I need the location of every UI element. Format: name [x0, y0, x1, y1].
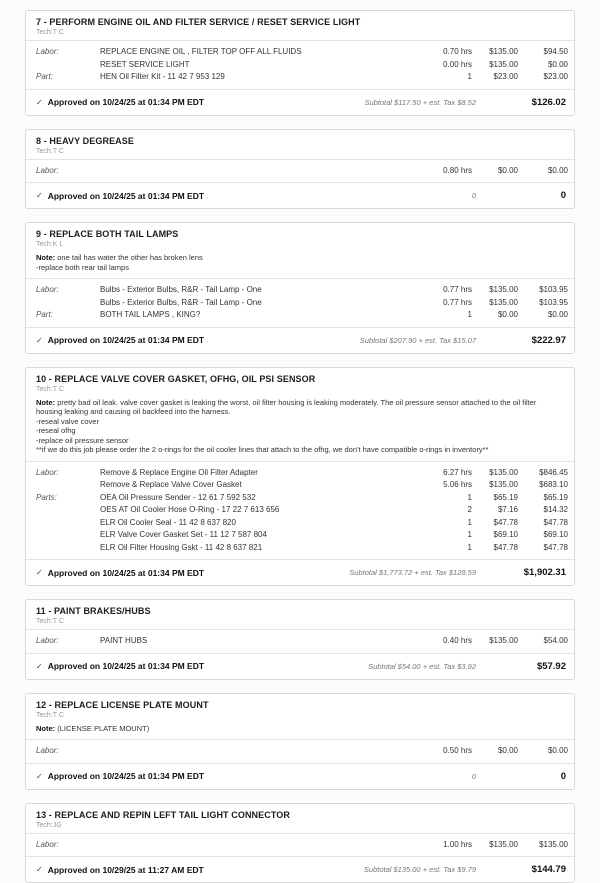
line-item-row [36, 517, 568, 530]
line-item-description: Bulbs - Exterior Bulbs, R&R - Tail Lamp - One [100, 297, 416, 310]
line-item-row [36, 71, 568, 84]
line-item-qty: 1 [416, 492, 472, 505]
line-item-rate: $135.00 [472, 635, 518, 648]
line-item-qty: 1 [416, 542, 472, 555]
note-text: -replace oil pressure sensor [36, 436, 129, 445]
approved-status-row [26, 763, 574, 789]
section-header [26, 694, 574, 723]
line-item-rate: $135.00 [472, 467, 518, 480]
line-item-row [36, 467, 568, 480]
line-item-rate: $7.16 [472, 504, 518, 517]
line-item-rate: $47.78 [472, 517, 518, 530]
section-title: 13 - REPLACE AND REPIN LEFT TAIL LIGHT CONNECTOR [36, 810, 564, 820]
note-label: Note: [36, 724, 55, 733]
line-item-row [36, 297, 568, 310]
line-item-type-label: Parts: [36, 492, 100, 505]
note-line [36, 445, 564, 455]
section-header [26, 11, 574, 40]
line-item-amount: $103.95 [518, 297, 568, 310]
note-line [36, 263, 564, 273]
line-item-row [36, 479, 568, 492]
section-title: 11 - PAINT BRAKES/HUBS [36, 606, 564, 616]
section-note [26, 397, 574, 461]
note-text: -replace both rear tail lamps [36, 263, 129, 272]
line-item-amount: $65.19 [518, 492, 568, 505]
line-item-type-label: Labor: [36, 745, 100, 758]
section-tech: Tech:JG [36, 822, 564, 829]
line-item-row [36, 59, 568, 72]
line-item-description: OEA Oil Pressure Sender - 12 61 7 592 532 [100, 492, 416, 505]
note-label: Note: [36, 398, 55, 407]
approved-status-row [26, 559, 574, 585]
line-item-row [36, 309, 568, 322]
service-section [25, 10, 575, 116]
line-item-amount: $69.10 [518, 529, 568, 542]
line-item-qty: 0.00 hrs [416, 59, 472, 72]
line-item-rate: $135.00 [472, 284, 518, 297]
line-item-rate: $135.00 [472, 46, 518, 59]
check-icon: ✓ [36, 568, 43, 577]
line-item-type-label: Labor: [36, 839, 100, 852]
section-total: $222.97 [494, 335, 566, 346]
section-header [26, 130, 574, 159]
section-tech: Tech:T C [36, 148, 564, 155]
line-items [26, 159, 574, 183]
note-text: pretty bad oil leak. valve cover gasket is leaking the worst. oil filter housing is leaking moderately. The oil pressure sensor attached to the oil filter housing leaking and causing oil backfeed into the harness. [36, 398, 536, 417]
line-item-description: ELR Oil Cooler Seal - 11 42 8 637 820 [100, 517, 416, 530]
service-section [25, 693, 575, 790]
line-item-amount: $54.00 [518, 635, 568, 648]
note-text: (LICENSE PLATE MOUNT) [57, 724, 149, 733]
line-item-amount: $14.32 [518, 504, 568, 517]
section-header [26, 368, 574, 397]
section-note [26, 252, 574, 278]
line-item-row [36, 504, 568, 517]
note-line [36, 417, 564, 427]
line-item-rate: $135.00 [472, 297, 518, 310]
check-icon: ✓ [36, 191, 43, 200]
line-item-row [36, 46, 568, 59]
line-item-amount: $0.00 [518, 165, 568, 178]
line-item-description: Remove & Replace Valve Cover Gasket [100, 479, 416, 492]
service-section [25, 803, 575, 883]
line-item-rate: $47.78 [472, 542, 518, 555]
estimate-list [0, 10, 600, 883]
line-item-amount: $94.50 [518, 46, 568, 59]
note-text: -reseal valve cover [36, 417, 99, 426]
line-item-amount: $846.45 [518, 467, 568, 480]
section-tech: Tech:K L [36, 241, 564, 248]
line-item-amount: $47.78 [518, 542, 568, 555]
line-item-qty: 0.70 hrs [416, 46, 472, 59]
approved-text: Approved on 10/29/25 at 11:27 AM EDT [48, 865, 204, 875]
line-item-description: RESET SERVICE LIGHT [100, 59, 416, 72]
approved-text: Approved on 10/24/25 at 01:34 PM EDT [48, 97, 204, 107]
subtotal-text: Subtotal $117.50 + est. Tax $8.52 [364, 98, 494, 107]
note-line [36, 436, 564, 446]
line-item-row [36, 492, 568, 505]
note-line [36, 398, 564, 417]
line-item-type-label: Labor: [36, 46, 100, 59]
line-item-amount: $23.00 [518, 71, 568, 84]
line-item-type-label: Labor: [36, 467, 100, 480]
line-items [26, 278, 574, 327]
line-item-row [36, 635, 568, 648]
section-title: 12 - REPLACE LICENSE PLATE MOUNT [36, 700, 564, 710]
line-item-qty: 0.80 hrs [416, 165, 472, 178]
line-item-rate: $0.00 [472, 745, 518, 758]
check-icon: ✓ [36, 772, 43, 781]
line-item-row [36, 284, 568, 297]
approved-status-row [26, 653, 574, 679]
section-title: 8 - HEAVY DEGREASE [36, 136, 564, 146]
approved-text: Approved on 10/24/25 at 01:34 PM EDT [48, 335, 204, 345]
line-item-type-label: Part: [36, 309, 100, 322]
line-item-rate: $65.19 [472, 492, 518, 505]
line-items [26, 461, 574, 560]
section-total: 0 [494, 771, 566, 782]
line-item-amount: $683.10 [518, 479, 568, 492]
line-item-qty: 0.77 hrs [416, 297, 472, 310]
check-icon: ✓ [36, 336, 43, 345]
subtotal-text: 0 [472, 772, 494, 781]
service-section [25, 367, 575, 587]
line-item-type-label: Part: [36, 71, 100, 84]
line-item-description: Bulbs - Exterior Bulbs, R&R - Tail Lamp - One [100, 284, 416, 297]
section-header [26, 600, 574, 629]
subtotal-text: Subtotal $135.00 + est. Tax $9.79 [364, 865, 494, 874]
section-total: $57.92 [494, 661, 566, 672]
line-item-type-label: Labor: [36, 165, 100, 178]
line-item-rate: $135.00 [472, 59, 518, 72]
section-tech: Tech:T C [36, 712, 564, 719]
line-items [26, 629, 574, 653]
line-item-qty: 6.27 hrs [416, 467, 472, 480]
line-item-row [36, 745, 568, 758]
line-item-qty: 1 [416, 529, 472, 542]
approved-status-row [26, 89, 574, 115]
subtotal-text: Subtotal $207.90 + est. Tax $15.07 [360, 336, 494, 345]
note-line [36, 724, 564, 734]
approved-status-row [26, 182, 574, 208]
line-item-rate: $135.00 [472, 839, 518, 852]
line-item-type-label: Labor: [36, 635, 100, 648]
section-total: $144.79 [494, 864, 566, 875]
line-item-qty: 2 [416, 504, 472, 517]
subtotal-text: Subtotal $1,773.72 + est. Tax $128.59 [349, 568, 494, 577]
note-text: **if we do this job please order the 2 o-rings for the oil cooler lines that attach to the ofhg, we don't have compatible o-rings in inventory** [36, 445, 489, 454]
line-item-description: PAINT HUBS [100, 635, 416, 648]
check-icon: ✓ [36, 662, 43, 671]
line-item-amount: $135.00 [518, 839, 568, 852]
approved-status-row [26, 856, 574, 882]
section-header [26, 804, 574, 833]
note-text: one tail has water the other has broken lens [57, 253, 203, 262]
line-items [26, 739, 574, 763]
line-item-row [36, 529, 568, 542]
subtotal-text: Subtotal $54.00 + est. Tax $3.92 [368, 662, 494, 671]
line-item-qty: 1 [416, 517, 472, 530]
service-section [25, 129, 575, 210]
note-label: Note: [36, 253, 55, 262]
section-title: 7 - PERFORM ENGINE OIL AND FILTER SERVICE / RESET SERVICE LIGHT [36, 17, 564, 27]
line-item-type-label: Labor: [36, 284, 100, 297]
approved-text: Approved on 10/24/25 at 01:34 PM EDT [48, 191, 204, 201]
check-icon: ✓ [36, 98, 43, 107]
line-item-qty: 0.50 hrs [416, 745, 472, 758]
section-note [26, 723, 574, 740]
approved-status-row [26, 327, 574, 353]
section-tech: Tech:T C [36, 618, 564, 625]
line-item-description: ELR Oil Filter Housing Gskt - 11 42 8 637 821 [100, 542, 416, 555]
line-item-qty: 1 [416, 309, 472, 322]
section-title: 10 - REPLACE VALVE COVER GASKET, OFHG, OIL PSI SENSOR [36, 374, 564, 384]
line-items [26, 40, 574, 89]
section-total: $1,902.31 [494, 567, 566, 578]
service-section [25, 222, 575, 354]
line-item-description: ELR Valve Cover Gasket Set - 11 12 7 587 804 [100, 529, 416, 542]
line-item-amount: $47.78 [518, 517, 568, 530]
line-item-description: Remove & Replace Engine Oil Filter Adapter [100, 467, 416, 480]
line-item-description: OES AT Oil Cooler Hose O-Ring - 17 22 7 613 656 [100, 504, 416, 517]
note-line [36, 426, 564, 436]
line-item-rate: $23.00 [472, 71, 518, 84]
line-item-rate: $0.00 [472, 309, 518, 322]
line-item-amount: $103.95 [518, 284, 568, 297]
section-tech: Tech:T C [36, 29, 564, 36]
line-items [26, 833, 574, 857]
note-text: -reseal ofhg [36, 426, 76, 435]
section-total: $126.02 [494, 97, 566, 108]
line-item-row [36, 542, 568, 555]
line-item-qty: 0.77 hrs [416, 284, 472, 297]
note-line [36, 253, 564, 263]
line-item-rate: $135.00 [472, 479, 518, 492]
line-item-qty: 1 [416, 71, 472, 84]
section-tech: Tech:T C [36, 386, 564, 393]
line-item-qty: 0.40 hrs [416, 635, 472, 648]
line-item-description: HEN Oil Filter Kit - 11 42 7 953 129 [100, 71, 416, 84]
line-item-description: REPLACE ENGINE OIL , FILTER TOP OFF ALL FLUIDS [100, 46, 416, 59]
line-item-amount: $0.00 [518, 309, 568, 322]
subtotal-text: 0 [472, 191, 494, 200]
section-title: 9 - REPLACE BOTH TAIL LAMPS [36, 229, 564, 239]
approved-text: Approved on 10/24/25 at 01:34 PM EDT [48, 568, 204, 578]
line-item-rate: $0.00 [472, 165, 518, 178]
approved-text: Approved on 10/24/25 at 01:34 PM EDT [48, 771, 204, 781]
service-section [25, 599, 575, 680]
line-item-rate: $69.10 [472, 529, 518, 542]
line-item-row [36, 839, 568, 852]
section-total: 0 [494, 190, 566, 201]
section-header [26, 223, 574, 252]
line-item-amount: $0.00 [518, 745, 568, 758]
approved-text: Approved on 10/24/25 at 01:34 PM EDT [48, 661, 204, 671]
check-icon: ✓ [36, 865, 43, 874]
line-item-row [36, 165, 568, 178]
line-item-amount: $0.00 [518, 59, 568, 72]
line-item-qty: 5.06 hrs [416, 479, 472, 492]
line-item-qty: 1.00 hrs [416, 839, 472, 852]
line-item-description: BOTH TAIL LAMPS , KING? [100, 309, 416, 322]
